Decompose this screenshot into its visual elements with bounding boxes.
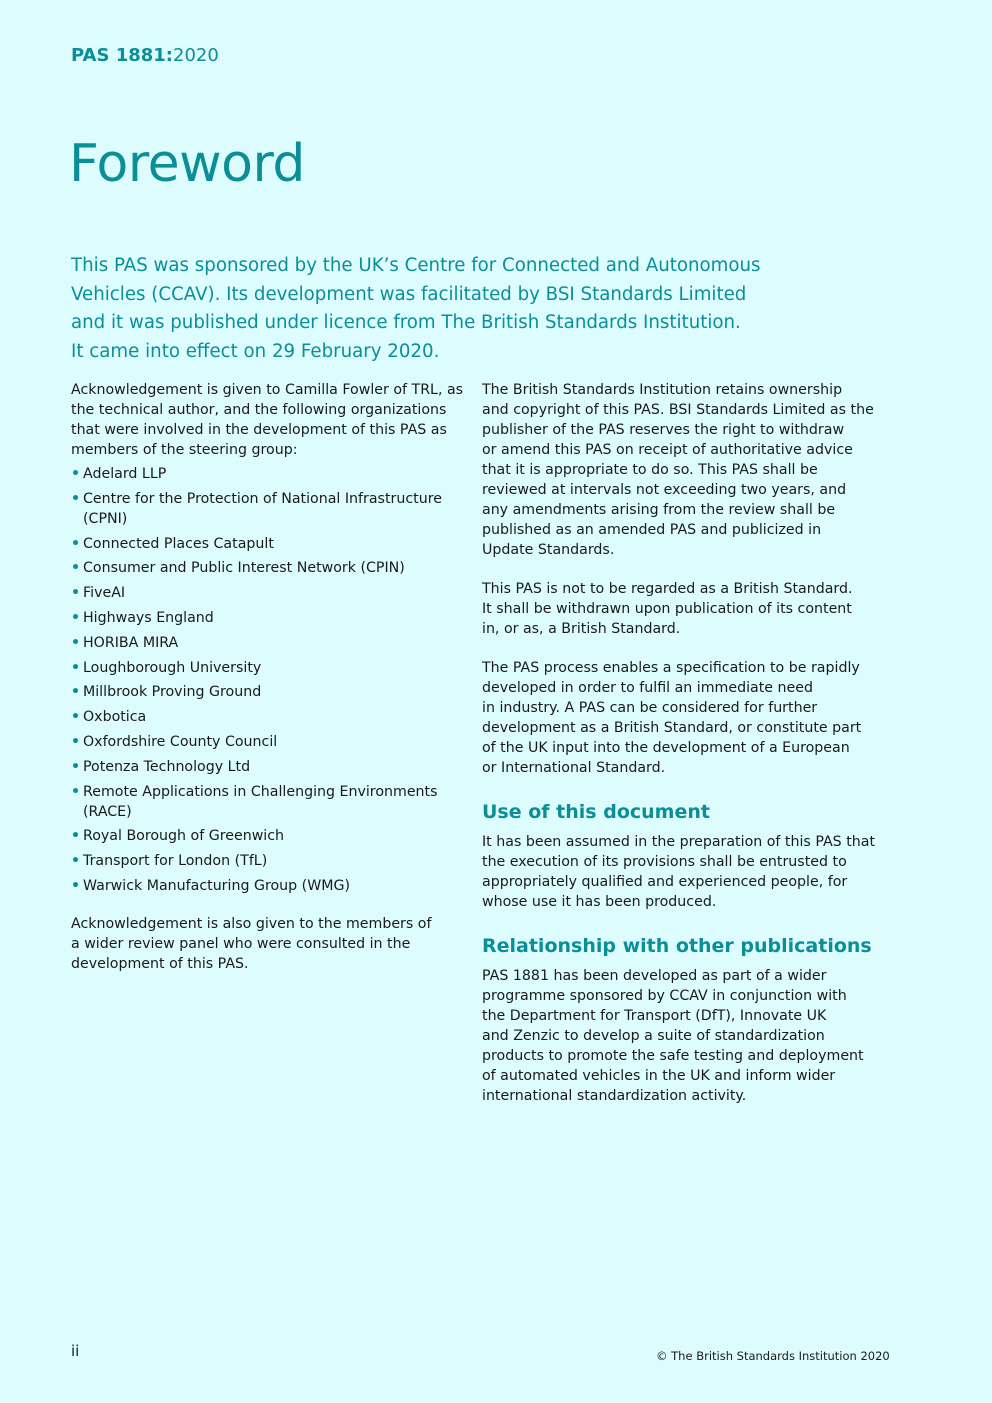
- bullet-icon: •: [71, 659, 81, 676]
- text-line: that it is appropriate to do so. This PAS shall be: [482, 462, 818, 478]
- list-item: • Centre for the Protection of National Infrastructure (CPNI): [71, 490, 442, 527]
- text-line: development as a British Standard, or constitute part: [482, 720, 862, 736]
- text-line: and copyright of this PAS. BSI Standards Limited as the: [482, 402, 874, 418]
- list-item: • Highways England: [71, 609, 214, 626]
- text-line: appropriately qualified and experienced people, for: [482, 874, 848, 890]
- list-item: • Loughborough University: [71, 659, 262, 676]
- bullet-icon: •: [71, 877, 81, 894]
- bullet-icon: •: [71, 609, 81, 626]
- bullet-icon: •: [71, 758, 81, 775]
- text-line: The British Standards Institution retains ownership: [482, 382, 843, 398]
- bullet-icon: •: [71, 733, 81, 750]
- bullet-icon: •: [71, 783, 81, 800]
- copyright-notice: © The British Standards Institution 2020: [656, 1349, 890, 1363]
- document-id-number: PAS 1881:: [71, 45, 173, 66]
- intro-paragraph: [71, 252, 811, 366]
- list-item: • Potenza Technology Ltd: [71, 758, 251, 775]
- section-heading-relationship: Relationship with other publications: [482, 935, 872, 957]
- list-item: • FiveAI: [71, 585, 126, 602]
- text-line: products to promote the safe testing and deployment: [482, 1048, 864, 1064]
- bullet-icon: •: [71, 490, 81, 507]
- text-line: reviewed at intervals not exceeding two years, and: [482, 482, 847, 498]
- text-line: international standardization activity.: [482, 1088, 747, 1104]
- bullet-icon: •: [71, 709, 81, 726]
- text-line: whose use it has been produced.: [482, 894, 717, 910]
- acknowledgement-paragraph: [71, 380, 471, 460]
- list-item: • Warwick Manufacturing Group (WMG): [71, 877, 350, 894]
- list-item: • Remote Applications in Challenging Environments (RACE): [71, 783, 438, 820]
- text-line: or International Standard.: [482, 760, 666, 776]
- review-panel-paragraph: [71, 914, 471, 974]
- bullet-icon: •: [71, 560, 81, 577]
- text-line: the Department for Transport (DfT), Innovate UK: [482, 1008, 827, 1024]
- text-line: The PAS process enables a specification to be rapidly: [482, 660, 860, 676]
- bullet-icon: •: [71, 466, 81, 482]
- text-line: developed in order to fulfil an immediate need: [482, 680, 813, 696]
- text-line: published as an amended PAS and publicized in: [482, 522, 822, 538]
- document-id: [71, 45, 219, 67]
- list-item: • Millbrook Proving Ground: [71, 684, 262, 701]
- text-line: Update Standards.: [482, 542, 615, 558]
- text-line: in, or as, a British Standard.: [482, 621, 681, 637]
- use-paragraph: [482, 832, 882, 912]
- bullet-icon: •: [71, 585, 81, 602]
- text-line: publisher of the PAS reserves the right to withdraw: [482, 422, 845, 438]
- text-line: It shall be withdrawn upon publication of its content: [482, 601, 852, 617]
- list-item: • Royal Borough of Greenwich: [71, 828, 285, 845]
- left-column: [71, 380, 471, 974]
- intro-line: It came into effect on 29 February 2020.: [71, 340, 440, 362]
- text-line: or amend this PAS on receipt of authoritative advice: [482, 442, 853, 458]
- text-line: in industry. A PAS can be considered for further: [482, 700, 818, 716]
- intro-line: This PAS was sponsored by the UK’s Centre for Connected and Autonomous: [71, 255, 761, 276]
- text-line: Acknowledgement is also given to the members of: [71, 915, 432, 932]
- text-line: the technical author, and the following organizations: [71, 402, 447, 418]
- intro-line: Vehicles (CCAV). Its development was facilitated by BSI Standards Limited: [71, 283, 747, 305]
- bullet-icon: •: [71, 828, 81, 845]
- bullet-icon: •: [71, 684, 81, 701]
- list-item: • HORIBA MIRA: [71, 634, 179, 651]
- text-line: This PAS is not to be regarded as a British Standard.: [482, 581, 853, 597]
- text-line: programme sponsored by CCAV in conjunction with: [482, 988, 847, 1004]
- text-line: the execution of its provisions shall be entrusted to: [482, 854, 847, 870]
- list-item: • Oxfordshire County Council: [71, 733, 278, 750]
- text-line: of automated vehicles in the UK and inform wider: [482, 1068, 836, 1084]
- steering-group-list: [71, 464, 471, 896]
- list-item: • Transport for London (TfL): [71, 853, 268, 870]
- text-line: members of the steering group:: [71, 442, 298, 458]
- text-line: that were involved in the development of this PAS as: [71, 422, 447, 438]
- pas-process-paragraph: [482, 658, 882, 778]
- right-column: [482, 380, 882, 1125]
- intro-line: and it was published under licence from The British Standards Institution.: [71, 312, 741, 334]
- page-number: ii: [71, 1342, 80, 1360]
- page-title: Foreword: [69, 134, 305, 194]
- not-british-standard-paragraph: [482, 579, 882, 639]
- text-line: It has been assumed in the preparation of this PAS that: [482, 834, 876, 850]
- relationship-paragraph: [482, 966, 882, 1106]
- section-heading-use: Use of this document: [482, 801, 710, 823]
- text-line: a wider review panel who were consulted in the: [71, 935, 411, 952]
- bullet-icon: •: [71, 535, 81, 552]
- text-line: development of this PAS.: [71, 955, 249, 972]
- document-id-year: 2020: [173, 45, 219, 66]
- text-line: of the UK input into the development of a European: [482, 740, 850, 756]
- list-item: • Connected Places Catapult: [71, 535, 274, 552]
- bullet-icon: •: [71, 634, 81, 651]
- list-item: • Adelard LLP: [71, 466, 167, 482]
- text-line: any amendments arising from the review shall be: [482, 502, 836, 518]
- text-line: Acknowledgement is given to Camilla Fowler of TRL, as: [71, 382, 464, 398]
- text-line: PAS 1881 has been developed as part of a wider: [482, 968, 827, 984]
- ownership-paragraph: [482, 380, 882, 560]
- list-item: • Consumer and Public Interest Network (CPIN): [71, 560, 405, 577]
- bullet-icon: •: [71, 853, 81, 870]
- list-item: • Oxbotica: [71, 709, 147, 726]
- text-line: and Zenzic to develop a suite of standardization: [482, 1028, 825, 1044]
